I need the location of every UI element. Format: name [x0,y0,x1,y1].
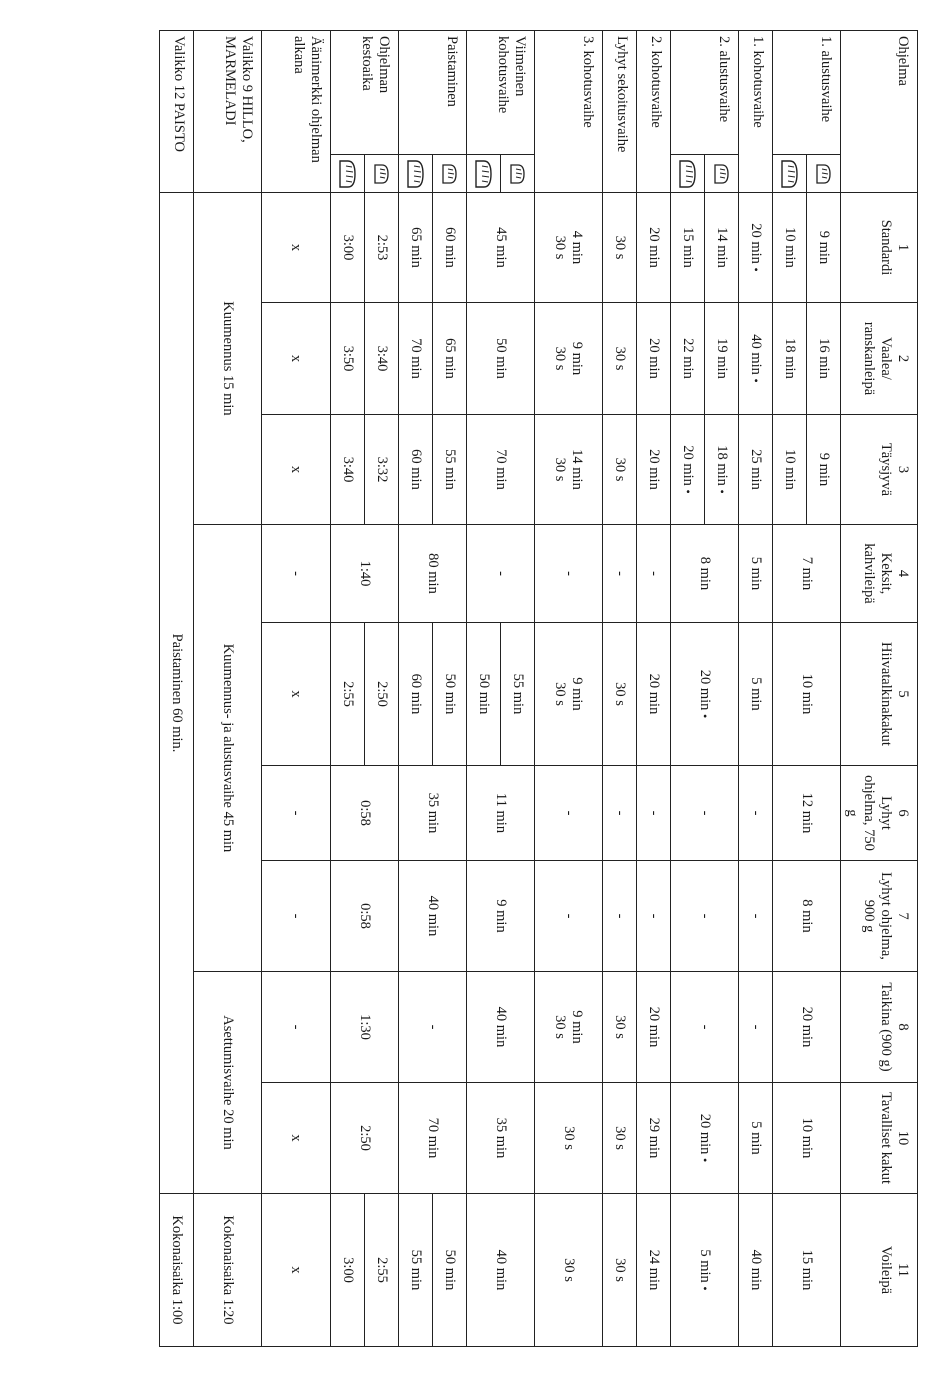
program-8-header [841,972,918,1083]
table-cell: Kokonaisaika 1:00 [160,1194,194,1347]
row-label: Äänimerkki ohjelman alkana [262,31,331,193]
cell-value: 20 min [697,669,713,711]
table-cell: 9 min [807,193,841,303]
table-cell: - [262,972,331,1083]
table-cell: 60 min [433,193,467,303]
program-number: 11 [895,1263,911,1277]
table-row [637,31,671,1347]
table-row [365,31,399,1347]
table-cell: 10 min [773,623,841,766]
table-cell: 40 min [399,861,467,972]
table-cell: - [739,861,773,972]
program-6-header [841,766,918,861]
program-number: 10 [895,1130,911,1146]
program-3-header [841,415,918,525]
table-cell: 24 min [637,1194,671,1347]
table-cell: 7 min [773,525,841,623]
cell-line: 30 s [552,235,569,260]
cell-value: 20 min [748,223,764,264]
table-cell: 16 min [807,303,841,415]
table-cell: 2:50 [365,623,399,766]
table-cell: 3:32 [365,415,399,525]
dot-marker: • [749,267,763,272]
table-cell: - [535,766,603,861]
program-4-header [841,525,918,623]
program-name: Taikina (900 g) [878,982,894,1072]
table-cell: 70 min [467,415,535,525]
row-label: 3. kohotusvaihe [535,31,603,193]
table-cell: 40 min [467,972,535,1083]
cell-line: 4 min [569,230,586,265]
table-cell: 10 min [773,1083,841,1194]
small-loaf-icon [705,155,739,193]
cell-value: 5 min [697,1249,713,1283]
table-cell: 2:55 [365,1194,399,1347]
table-cell: 40 min [739,1194,773,1347]
table-cell: 50 min [433,1194,467,1347]
row-label: 2. kohotusvaihe [637,31,671,193]
program-header-label: Ohjelma [841,31,918,193]
table-cell: 3:50 [331,303,365,415]
row-label: Valikko 9 HILLO, MARMELADI [194,31,262,193]
table-cell: 5 min [739,623,773,766]
table-cell: 10 min [773,193,807,303]
table-cell: x [262,303,331,415]
table-cell [739,193,773,303]
program-7-header [841,861,918,972]
table-cell: 35 min [399,766,467,861]
table-cell: 3:40 [331,415,365,525]
table-cell [671,415,705,525]
cell-line: 30 s [552,457,569,482]
table-cell: 8 min [671,525,739,623]
table-cell: 29 min [637,1083,671,1194]
table-cell [535,415,603,525]
large-loaf-icon [331,155,365,193]
small-loaf-icon [501,155,535,193]
row-label: Paistaminen [399,31,467,155]
table-cell: 8 min [773,861,841,972]
table-cell: 50 min [433,623,467,766]
table-cell [705,415,739,525]
program-name: Standardi [878,219,894,276]
table-cell [535,623,603,766]
table-cell: 55 min [501,623,535,766]
table-cell: 30 s [603,1083,637,1194]
row-label: Ohjelman kestoaika [331,31,399,155]
program-number: 1 [895,243,911,252]
table-cell: 65 min [433,303,467,415]
table-cell [535,193,603,303]
table-cell: x [262,1194,331,1347]
dot-marker: • [698,714,712,719]
table-cell: 1:30 [331,972,399,1083]
table-cell: 80 min [399,525,467,623]
table-row [535,31,603,1347]
table-cell: 30 s [603,193,637,303]
table-cell: - [467,525,535,623]
table-row [739,31,773,1347]
table-cell: 0:58 [331,766,399,861]
dot-marker: • [749,378,763,383]
table-cell: 30 s [603,1194,637,1347]
table-cell: x [262,623,331,766]
table-cell: - [637,766,671,861]
table-cell: 2:50 [331,1083,399,1194]
table-cell: 25 min [739,415,773,525]
table-cell: - [671,972,739,1083]
program-name: Voileipä [878,1245,894,1295]
table-cell: - [535,861,603,972]
table-cell: 3:40 [365,303,399,415]
program-number: 2 [895,354,911,363]
table-cell: 50 min [467,303,535,415]
large-loaf-icon [773,155,807,193]
table-row [501,31,535,1347]
table-cell: - [399,972,467,1083]
program-table [159,30,918,1347]
program-number: 7 [895,912,911,920]
table-cell: 65 min [399,193,433,303]
dot-marker: • [715,489,729,494]
table-cell-span: Asettumisvaihe 20 min [194,972,262,1194]
table-cell: 3:00 [331,193,365,303]
program-1-header [841,193,918,303]
program-table-rotated [84,30,918,1346]
table-cell: - [603,861,637,972]
program-11-header [841,1194,918,1347]
table-cell: 30 s [603,415,637,525]
table-row [705,31,739,1347]
cell-line: 30 s [552,1015,569,1039]
table-cell [671,1083,739,1194]
row-label: Viimeinen kohotusvaihe [467,31,535,155]
table-cell [739,303,773,415]
program-name: Vaalea/ ranskanleipä [861,321,894,396]
table-cell-span: Kuumennus 15 min [194,193,262,525]
table-row [603,31,637,1347]
table-cell: 11 min [467,766,535,861]
table-cell: - [262,766,331,861]
table-cell: 20 min [773,972,841,1083]
table-cell: - [671,861,739,972]
table-cell: 3:00 [331,1194,365,1347]
table-cell: 10 min [773,415,807,525]
table-cell: 14 min [705,193,739,303]
table-cell: 70 min [399,303,433,415]
table-cell: 55 min [399,1194,433,1347]
small-loaf-icon [365,155,399,193]
table-cell: 30 s [603,623,637,766]
table-cell: 20 min [637,193,671,303]
table-cell: 20 min [637,972,671,1083]
row-label: Lyhyt sekoitusvaihe [603,31,637,193]
table-cell: 20 min [637,415,671,525]
program-number: 6 [895,809,911,817]
table-cell: 70 min [399,1083,467,1194]
program-5-header [841,623,918,766]
table-cell: 40 min [467,1194,535,1347]
cell-line: 30 s [552,346,569,371]
small-loaf-icon [433,155,467,193]
small-loaf-icon [807,155,841,193]
table-cell: 2:55 [331,623,365,766]
table-cell [535,303,603,415]
table-cell: 50 min [467,623,501,766]
table-cell: - [637,525,671,623]
program-number: 4 [895,569,911,578]
table-cell: - [739,972,773,1083]
table-cell: 9 min [467,861,535,972]
table-cell: 55 min [433,415,467,525]
row-label: 2. alustusvaihe [671,31,739,155]
table-cell: 30 s [603,303,637,415]
table-cell: Kokonaisaika 1:20 [194,1194,262,1347]
table-row [433,31,467,1347]
program-number: 3 [895,465,911,474]
table-cell: 30 s [535,1083,603,1194]
table-row [262,31,331,1347]
cell-line: 9 min [569,341,586,376]
program-name: Hiivatalkinakakut [878,642,894,746]
cell-value: 40 min [748,334,764,375]
table-cell [535,972,603,1083]
program-number: 5 [895,690,911,698]
table-cell: 19 min [705,303,739,415]
program-name: Lyhyt ohjelma, 750 g [844,775,894,851]
row-label: Valikko 12 PAISTO [160,31,194,193]
table-cell [671,623,739,766]
table-cell-span: Kuumennus- ja alustusvaihe 45 min [194,525,262,972]
large-loaf-icon [399,155,433,193]
row-label: 1. kohotusvaihe [739,31,773,193]
table-cell: - [262,861,331,972]
program-name: Tavalliset kakut [878,1092,894,1184]
table-cell: - [739,766,773,861]
table-cell: x [262,1083,331,1194]
table-cell: - [535,525,603,623]
cell-line: 30 s [552,682,569,706]
program-number: 8 [895,1023,911,1031]
program-name: Täysjyvä [878,442,894,497]
cell-value: 20 min [697,1113,713,1155]
program-name: Lyhyt ohjelma, 900 g [861,872,894,960]
table-cell: 30 s [603,972,637,1083]
table-cell: x [262,193,331,303]
table-cell: 0:58 [331,861,399,972]
table-cell: 2:53 [365,193,399,303]
table-cell [671,1194,739,1347]
dot-marker: • [698,1158,712,1163]
table-cell: 9 min [807,415,841,525]
cell-line: 9 min [569,1010,586,1044]
table-cell: - [603,766,637,861]
dot-marker: • [681,489,695,494]
table-cell: 30 s [535,1194,603,1347]
table-cell: 20 min [637,303,671,415]
large-loaf-icon [671,155,705,193]
table-cell: 22 min [671,303,705,415]
table-cell: - [637,861,671,972]
table-row [194,31,262,1347]
table-cell: - [603,525,637,623]
program-10-header [841,1083,918,1194]
table-cell: 1:40 [331,525,399,623]
cell-value: 18 min [714,445,730,486]
table-cell: 60 min [399,415,433,525]
table-cell: 35 min [467,1083,535,1194]
table-cell: 5 min [739,525,773,623]
header-row [841,31,918,1347]
table-row [807,31,841,1347]
cell-value: 20 min [680,445,696,486]
table-cell-span: Paistaminen 60 min. [160,193,194,1194]
cell-line: 14 min [569,449,586,490]
cell-line: 9 min [569,677,586,711]
table-cell: 45 min [467,193,535,303]
table-cell: 15 min [773,1194,841,1347]
table-cell: 12 min [773,766,841,861]
row-label: 1. alustusvaihe [773,31,841,155]
dot-marker: • [698,1286,712,1291]
program-2-header [841,303,918,415]
table-cell: 60 min [399,623,433,766]
table-cell: - [262,525,331,623]
large-loaf-icon [467,155,501,193]
table-cell: x [262,415,331,525]
table-cell: 15 min [671,193,705,303]
table-row [160,31,194,1347]
program-name: Keksit, kahvileipä [861,543,894,604]
table-cell: - [671,766,739,861]
table-cell: 5 min [739,1083,773,1194]
table-cell: 20 min [637,623,671,766]
table-cell: 18 min [773,303,807,415]
